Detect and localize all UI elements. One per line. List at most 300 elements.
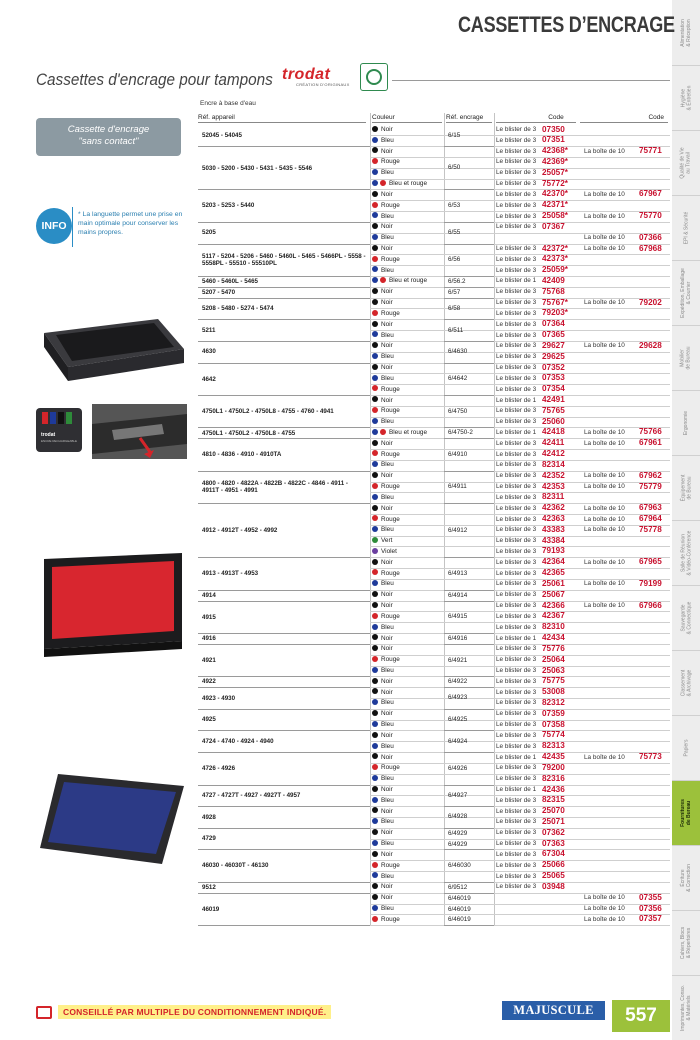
color-label: Bleu: [381, 266, 394, 274]
color-cell: [372, 374, 394, 385]
device-ref: 46030 - 46030T - 46130: [202, 862, 269, 870]
ink-ref-group-divider: [444, 882, 494, 883]
noir-dot: [372, 645, 378, 651]
device-ref: 4750L1 - 4750L2 - 4750L8 - 4755: [202, 429, 296, 437]
ink-ref-group-divider: [444, 341, 494, 342]
color-cell: [372, 774, 394, 785]
sidebar-category[interactable]: [672, 0, 700, 65]
info-icon: INFO: [36, 208, 72, 244]
sidebar-category[interactable]: [672, 195, 700, 260]
sidebar-divider: [672, 585, 700, 586]
bleu-dot: [372, 494, 378, 500]
color-cell: [372, 460, 394, 471]
bleu-dot: [372, 461, 378, 467]
box-label: La boîte de 10: [584, 428, 625, 436]
noir-dot: [372, 786, 378, 792]
sidebar-category[interactable]: [672, 780, 700, 845]
product-code: 07354: [542, 384, 565, 394]
product-code: 25059*: [542, 265, 568, 275]
color-cell: [372, 634, 393, 645]
rouge-dot: [372, 450, 378, 456]
sidebar-category-label: Imprimantes, Conso. & Matériels: [680, 984, 693, 1031]
blister-label: Le blister de 1: [496, 277, 537, 285]
bleu-dot: [372, 721, 378, 727]
device-ref: 9512: [202, 884, 216, 892]
page-title: CASSETTES D’ENCRAGE: [458, 12, 675, 37]
sidebar-category[interactable]: [672, 520, 700, 585]
product-code: 07358: [542, 719, 565, 729]
bleu-dot: [372, 375, 378, 381]
device-ref: 4912 - 4912T - 4952 - 4992: [202, 526, 278, 534]
red-cassette-photo: [36, 545, 186, 665]
device-ref: 4800 - 4820 - 4822A - 4822B - 4822C - 4846 - 4911 - 4911T - 4951 - 4991: [202, 479, 348, 495]
color-cell: [372, 147, 393, 158]
sidebar-category-label: Papiers: [682, 739, 689, 756]
ink-ref: 6/56: [448, 256, 461, 264]
bleu-dot: [372, 818, 378, 824]
bleu-dot: [372, 418, 378, 424]
color-label: Noir: [381, 710, 393, 718]
color-cell: [372, 363, 393, 374]
sans-contact-panel: [36, 118, 181, 156]
noir-dot: [372, 829, 378, 835]
device-ref: 4727 - 4727T - 4927 - 4927T - 4957: [202, 792, 301, 800]
noir-dot: [372, 364, 378, 370]
header-code-2: Code: [580, 113, 668, 123]
box-product-code: 75778: [639, 524, 662, 534]
product-code: 25071: [542, 816, 565, 826]
color-cell: [372, 904, 394, 915]
box-product-code: 67962: [639, 470, 662, 480]
ink-ref-group-divider: [444, 427, 494, 428]
color-cell: [372, 352, 394, 363]
color-label: Noir: [381, 558, 393, 566]
product-code: 53008: [542, 687, 565, 697]
ink-ref: 6/57: [448, 288, 461, 296]
sidebar-divider: [672, 520, 700, 521]
color-label: Noir: [381, 894, 393, 902]
noir-dot: [372, 732, 378, 738]
box-label: La boîte de 10: [584, 147, 625, 155]
color-cell: [372, 493, 394, 504]
ink-ref: 6/4750-2: [448, 429, 473, 437]
color-cell: [372, 125, 393, 136]
sidebar-divider: [672, 65, 700, 66]
color-cell: [372, 579, 394, 590]
color-label: Rouge: [381, 201, 400, 209]
color-label: Bleu: [381, 374, 394, 382]
column-divider: [370, 113, 371, 926]
color-label: Noir: [381, 364, 393, 372]
product-code: 75765: [542, 405, 565, 415]
product-code: 42368*: [542, 146, 568, 156]
ink-ref-group-divider: [444, 244, 494, 245]
color-label: Rouge: [381, 158, 400, 166]
product-code: 82316: [542, 773, 565, 783]
color-label: Noir: [381, 829, 393, 837]
device-ref: 4726 - 4926: [202, 765, 236, 773]
device-ref: 5030 - 5200 - 5430 - 5431 - 5435 - 5546: [202, 164, 313, 172]
box-label: La boîte de 10: [584, 894, 625, 902]
box-product-code: 67963: [639, 503, 662, 513]
blister-label: Le blister de 3: [496, 504, 537, 512]
sidebar-category[interactable]: [672, 910, 700, 975]
blister-label: Le blister de 3: [496, 710, 537, 718]
device-ref: 5117 - 5204 - 5206 - 5460 - 5460L - 5465 - 5466PL - 5558 - 5558PL - 55510 - 55510PL: [202, 252, 366, 268]
device-ref: 5205: [202, 229, 216, 237]
blister-label: Le blister de 3: [496, 602, 537, 610]
blister-label: Le blister de 3: [496, 255, 537, 263]
product-code: 42352: [542, 470, 565, 480]
product-code: 25070: [542, 806, 565, 816]
blister-label: Le blister de 3: [496, 266, 537, 274]
device-ref: 5211: [202, 326, 216, 334]
ink-ref: 6/4913: [448, 570, 468, 578]
sidebar-category[interactable]: [672, 130, 700, 195]
sidebar-category[interactable]: [672, 390, 700, 455]
color-label: Noir: [381, 645, 393, 653]
product-code: 03948: [542, 881, 565, 891]
color-label: Rouge: [381, 861, 400, 869]
color-cell: [372, 309, 400, 320]
sidebar-category-label: Classement & Archivage: [680, 669, 692, 696]
rouge-dot: [372, 515, 378, 521]
bleu-dot: [372, 331, 378, 337]
box-label: La boîte de 10: [584, 558, 625, 566]
rouge-dot: [372, 862, 378, 868]
noir-dot: [372, 472, 378, 478]
row-divider: [370, 914, 670, 915]
color-label: Noir: [381, 472, 393, 480]
color-label: Rouge: [381, 569, 400, 577]
color-label: Bleu et rouge: [389, 277, 428, 285]
ink-ref-group-divider: [444, 893, 494, 894]
blister-label: Le blister de 3: [496, 537, 537, 545]
ink-ref: 6/4912: [448, 526, 468, 534]
sidebar-divider: [672, 130, 700, 131]
bleu-dot: [372, 624, 378, 630]
box-product-code: 79199: [639, 578, 662, 588]
box-product-code: 67967: [639, 189, 662, 199]
info-text: * La languette permet une prise en main optimale pour conserver les mains propres.: [78, 211, 183, 236]
rouge-dot: [372, 483, 378, 489]
ink-ref-group-divider: [444, 925, 494, 926]
color-cell: [372, 212, 394, 223]
blister-label: Le blister de 3: [496, 126, 537, 133]
blister-label: Le blister de 3: [496, 450, 537, 458]
box-product-code: 75779: [639, 481, 662, 491]
color-cell: [372, 612, 400, 623]
box-label: La boîte de 10: [584, 234, 625, 242]
color-label: Bleu: [381, 699, 394, 707]
ink-ref: 6/511: [448, 326, 464, 334]
sidebar-category[interactable]: [672, 260, 700, 325]
sidebar-category[interactable]: [672, 715, 700, 780]
sidebar-category[interactable]: [672, 325, 700, 390]
device-ref: 4921: [202, 656, 216, 664]
product-code: 25067: [542, 589, 565, 599]
color-cell: [372, 320, 393, 331]
product-code: 25063: [542, 665, 565, 675]
box-label: La boîte de 10: [584, 342, 625, 350]
bleu-dot: [372, 840, 378, 846]
product-code: 07351: [542, 135, 565, 145]
color-cell: [372, 450, 400, 461]
noir-dot: [372, 851, 378, 857]
tab-closeup-photo: [92, 404, 187, 459]
ink-ref-group-divider: [444, 687, 494, 688]
color-cell: [372, 601, 393, 612]
bleu-dot: [372, 234, 378, 240]
blister-label: Le blister de 3: [496, 612, 537, 620]
sidebar-category-label: Expédition, Emballage & Courrier: [680, 267, 693, 318]
blister-label: Le blister de 3: [496, 677, 537, 685]
color-label: Bleu: [381, 493, 394, 501]
bleu-dot: [372, 797, 378, 803]
color-label: Bleu et rouge: [389, 180, 428, 188]
device-ref: 4913 - 4913T - 4953: [202, 570, 259, 578]
color-label: Bleu: [381, 526, 394, 534]
color-cell: [372, 341, 393, 352]
color-label: Bleu: [381, 721, 394, 729]
ink-ref: 6/46019: [448, 894, 471, 902]
product-code: 25066: [542, 860, 565, 870]
color-label: Bleu et rouge: [389, 428, 428, 436]
sidebar-category-label: Ergonomie: [683, 410, 689, 435]
violet-dot: [372, 548, 378, 554]
box-product-code: 67965: [639, 557, 662, 567]
product-code: 82310: [542, 622, 565, 632]
box-label: La boîte de 10: [584, 472, 625, 480]
ink-ref: 6/15: [448, 131, 461, 139]
rouge-dot: [372, 256, 378, 262]
blue-cassette-photo: [36, 766, 186, 876]
product-code: 43384: [542, 535, 565, 545]
color-cell: [372, 298, 393, 309]
blister-label: Le blister de 3: [496, 353, 537, 361]
color-cell: [372, 157, 400, 168]
blister-label: Le blister de 1: [496, 753, 537, 761]
ink-ref-group-divider: [444, 276, 494, 277]
device-ref: 4923 - 4930: [202, 694, 236, 702]
color-label: Rouge: [381, 385, 400, 393]
blister-label: Le blister de 3: [496, 364, 537, 372]
blister-label: Le blister de 3: [496, 169, 537, 177]
ink-ref-group-divider: [444, 644, 494, 645]
footer-advice: [36, 1005, 331, 1019]
color-label: Bleu: [381, 742, 394, 750]
color-cell: [372, 677, 393, 688]
box-label: La boîte de 10: [584, 580, 625, 588]
black-cassette-photo: [36, 305, 186, 400]
noir-dot: [372, 505, 378, 511]
color-cell: [372, 753, 393, 764]
sidebar-category-label: Équipement de Bureau: [680, 474, 692, 501]
product-code: 82311: [542, 492, 565, 502]
blister-label: Le blister de 3: [496, 418, 537, 426]
blister-label: Le blister de 3: [496, 645, 537, 653]
blister-label: Le blister de 3: [496, 861, 537, 869]
color-label: Rouge: [381, 483, 400, 491]
device-ref: 4916: [202, 635, 216, 643]
color-label: Violet: [381, 547, 397, 555]
ink-ref-group-divider: [444, 287, 494, 288]
color-label: Noir: [381, 504, 393, 512]
color-label: Noir: [381, 245, 393, 253]
color-cell: [372, 482, 400, 493]
blister-label: Le blister de 3: [496, 212, 537, 220]
sidebar-category[interactable]: [672, 585, 700, 650]
blister-label: Le blister de 3: [496, 472, 537, 480]
blister-label: Le blister de 1: [496, 396, 537, 404]
color-cell: [372, 331, 394, 342]
sidebar-divider: [672, 975, 700, 976]
ink-ref: 6/4914: [448, 591, 468, 599]
color-cell: [372, 525, 394, 536]
blister-label: Le blister de 3: [496, 569, 537, 577]
noir-dot: [372, 602, 378, 608]
bleu-dot: [372, 775, 378, 781]
color-label: Noir: [381, 126, 393, 133]
bleu-dot: [372, 699, 378, 705]
ink-ref-group-divider: [444, 849, 494, 850]
blister-label: Le blister de 3: [496, 342, 537, 350]
ink-ref: 6/4911: [448, 483, 467, 491]
color-cell: [372, 179, 427, 190]
product-code: 29625: [542, 351, 565, 361]
product-code: 42371*: [542, 200, 568, 210]
noir-dot: [372, 807, 378, 813]
color-cell: [372, 504, 393, 515]
sidebar-category[interactable]: [672, 845, 700, 910]
sidebar-category[interactable]: [672, 65, 700, 130]
blister-label: Le blister de 3: [496, 201, 537, 209]
color-label: Bleu: [381, 169, 394, 177]
color-cell: [372, 720, 394, 731]
product-code: 42434: [542, 633, 565, 643]
device-ref: 46019: [202, 905, 220, 913]
ink-ref-group-divider: [444, 189, 494, 190]
bleu-dot: [372, 580, 378, 586]
box-product-code: 79202: [639, 297, 662, 307]
blister-label: Le blister de 3: [496, 461, 537, 469]
color-label: Noir: [381, 320, 393, 328]
ink-ref-group-divider: [444, 438, 494, 439]
product-code: 75775: [542, 676, 565, 686]
product-code: 42418: [542, 427, 565, 437]
sidebar-category[interactable]: [672, 455, 700, 520]
blister-label: Le blister de 3: [496, 558, 537, 566]
blister-label: Le blister de 3: [496, 883, 537, 891]
footer-note-text: CONSEILLÉ PAR MULTIPLE DU CONDITIONNEMENT INDIQUÉ.: [58, 1005, 331, 1019]
bleu-dot: [372, 872, 378, 878]
product-code: 42435: [542, 752, 565, 762]
device-ref: 4642: [202, 375, 216, 383]
eco-label-icon: [360, 63, 388, 91]
ink-ref: 6/50: [448, 164, 461, 172]
product-code: 82312: [542, 697, 565, 707]
box-product-code: 75766: [639, 427, 662, 437]
box-label: La boîte de 10: [584, 905, 625, 913]
rouge-dot: [372, 764, 378, 770]
box-product-code: 75770: [639, 211, 662, 221]
sidebar-category[interactable]: [672, 650, 700, 715]
blister-label: Le blister de 3: [496, 320, 537, 328]
blister-label: Le blister de 3: [496, 775, 537, 783]
ink-ref: 6/4750: [448, 407, 468, 415]
color-label: Noir: [381, 591, 393, 599]
blister-label: Le blister de 3: [496, 818, 537, 826]
color-cell: [372, 731, 393, 742]
sidebar-category[interactable]: [672, 975, 700, 1040]
ink-ref: 6/4916: [448, 634, 468, 642]
product-code: 75767*: [542, 297, 568, 307]
sidebar-category-label: EPI & Sécurité: [683, 211, 690, 244]
blister-label: Le blister de 3: [496, 547, 537, 555]
box-label: La boîte de 10: [584, 515, 625, 523]
blister-label: Le blister de 3: [496, 731, 537, 739]
blister-label: Le blister de 3: [496, 299, 537, 307]
color-label: Noir: [381, 807, 393, 815]
blister-label: Le blister de 3: [496, 764, 537, 772]
product-code: 25057*: [542, 167, 568, 177]
box-label: La boîte de 10: [584, 504, 625, 512]
vert-dot: [372, 537, 378, 543]
rouge-dot: [372, 202, 378, 208]
color-label: Noir: [381, 786, 393, 794]
color-cell: [372, 201, 400, 212]
noir-dot: [372, 321, 378, 327]
blister-label: Le blister de 3: [496, 699, 537, 707]
blister-label: Le blister de 3: [496, 623, 537, 631]
blister-label: Le blister de 3: [496, 721, 537, 729]
sidebar-category-label: Cahiers, Blocs & Répertoires: [680, 926, 693, 959]
blister-label: Le blister de 3: [496, 407, 537, 415]
box-label: La boîte de 10: [584, 753, 625, 761]
rouge-dot: [372, 310, 378, 316]
color-cell: [372, 807, 393, 818]
page-number: 557: [612, 1000, 670, 1032]
color-label: Bleu: [381, 840, 394, 848]
color-label: Noir: [381, 677, 393, 685]
blister-label: Le blister de 3: [496, 872, 537, 880]
noir-dot: [372, 753, 378, 759]
product-code: 43383: [542, 524, 565, 534]
product-code: 75772*: [542, 178, 568, 188]
product-code: 07362: [542, 827, 565, 837]
ink-ref: 6/4927: [448, 791, 468, 799]
ink-ref: 6/55: [448, 229, 461, 237]
noir-dot: [372, 147, 378, 153]
product-code: 42412: [542, 449, 565, 459]
blister-label: Le blister de 3: [496, 656, 537, 664]
bleu-dot: [372, 743, 378, 749]
color-label: Bleu: [381, 796, 394, 804]
sidebar-category-label: Alimentation & Réception: [679, 18, 692, 47]
ink-ref-group-divider: [444, 752, 494, 753]
noir-dot: [372, 678, 378, 684]
ink-ref-group-divider: [444, 395, 494, 396]
color-cell: [372, 471, 393, 482]
color-label: Bleu: [381, 818, 394, 826]
ink-ref-group-divider: [444, 319, 494, 320]
color-cell: [372, 233, 394, 244]
divider: [392, 80, 670, 81]
ink-note: Encre à base d'eau: [200, 100, 256, 107]
sidebar-category-label: Mobilier de Bureau: [679, 345, 692, 370]
color-cell: [372, 558, 393, 569]
brand-tagline: CRÉATION D'ORIGINAUX: [296, 82, 350, 87]
